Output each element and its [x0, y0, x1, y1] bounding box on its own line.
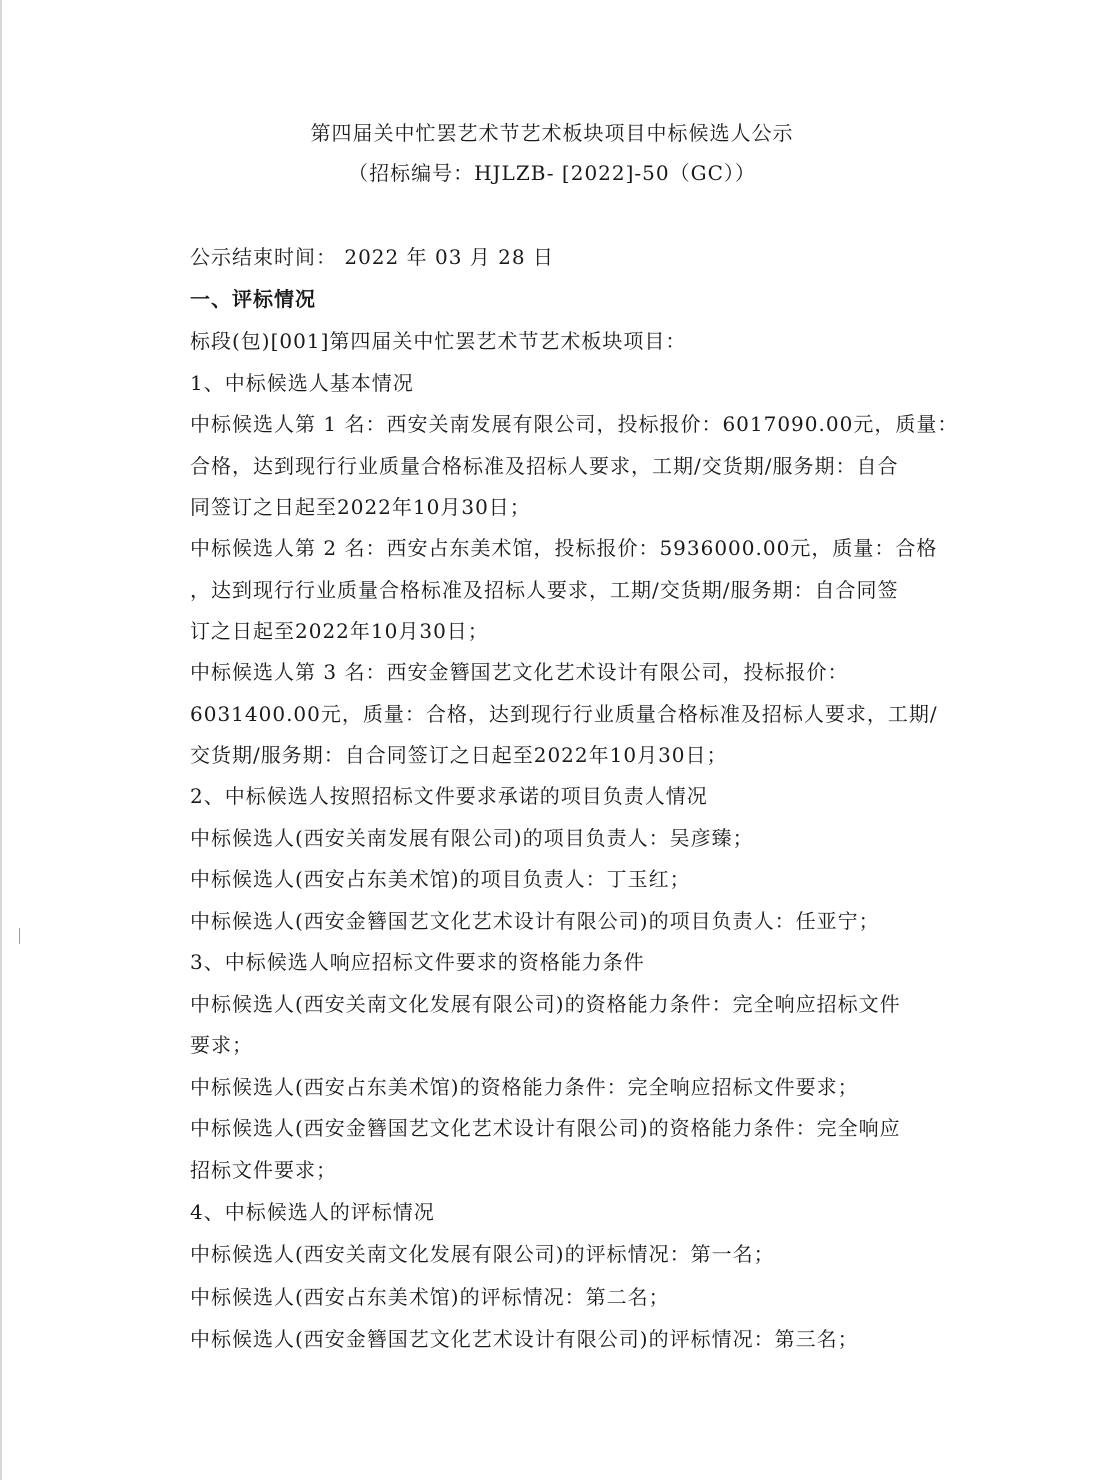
qualification-line: 要求；	[190, 1033, 253, 1057]
subsection-heading-qualification: 3、中标候选人响应招标文件要求的资格能力条件	[190, 950, 645, 974]
project-manager-line: 中标候选人(西安关南发展有限公司)的项目负责人：吴彦臻；	[190, 826, 754, 850]
section-heading-evaluation: 一、评标情况	[190, 287, 316, 311]
evaluation-result-line: 中标候选人(西安金簪国艺文化艺术设计有限公司)的评标情况：第三名；	[190, 1327, 859, 1351]
qualification-line: 中标候选人(西安占东美术馆)的资格能力条件：完全响应招标文件要求；	[190, 1075, 859, 1099]
evaluation-result-line: 中标候选人(西安关南文化发展有限公司)的评标情况：第一名；	[190, 1242, 775, 1266]
candidate-2-line: 中标候选人第 2 名：西安占东美术馆，投标报价：5936000.00元，质量：合格	[190, 536, 938, 560]
scan-mark	[19, 928, 20, 944]
document-title: 第四届关中忙罢艺术节艺术板块项目中标候选人公示	[310, 121, 794, 145]
candidate-3-line: 中标候选人第 3 名：西安金簪国艺文化艺术设计有限公司，投标报价：	[190, 660, 849, 684]
qualification-line: 招标文件要求；	[190, 1158, 337, 1182]
subsection-heading-evaluation-result: 4、中标候选人的评标情况	[190, 1200, 435, 1224]
candidate-2-line: ，达到现行行业质量合格标准及招标人要求，工期/交货期/服务期：自合同签	[190, 578, 899, 602]
candidate-2-line: 订之日起至2022年10月30日；	[190, 619, 489, 643]
project-manager-line: 中标候选人(西安金簪国艺文化艺术设计有限公司)的项目负责人：任亚宁；	[190, 909, 880, 933]
subsection-heading-project-manager: 2、中标候选人按照招标文件要求承诺的项目负责人情况	[190, 784, 708, 808]
candidate-3-line: 6031400.00元，质量：合格，达到现行行业质量合格标准及招标人要求，工期/	[190, 702, 938, 726]
subsection-heading-basic-info: 1、中标候选人基本情况	[190, 371, 414, 395]
scan-edge	[0, 0, 2, 1480]
candidate-1-line: 中标候选人第 1 名：西安关南发展有限公司，投标报价：6017090.00元，质量：	[190, 412, 959, 436]
candidate-3-line: 交货期/服务期：自合同签订之日起至2022年10月30日；	[190, 743, 728, 767]
announcement-end-time: 公示结束时间： 2022 年 03 月 28 日	[190, 245, 554, 269]
qualification-line: 中标候选人(西安金簪国艺文化艺术设计有限公司)的资格能力条件：完全响应	[190, 1116, 901, 1140]
evaluation-result-line: 中标候选人(西安占东美术馆)的评标情况：第二名；	[190, 1285, 670, 1309]
qualification-line: 中标候选人(西安关南文化发展有限公司)的资格能力条件：完全响应招标文件	[190, 992, 901, 1016]
project-manager-line: 中标候选人(西安占东美术馆)的项目负责人：丁玉红；	[190, 867, 691, 891]
candidate-1-line: 合格，达到现行行业质量合格标准及招标人要求，工期/交货期/服务期：自合	[190, 454, 899, 478]
lot-description: 标段(包)[001]第四届关中忙罢艺术节艺术板块项目：	[190, 329, 687, 353]
candidate-1-line: 同签订之日起至2022年10月30日；	[190, 495, 531, 519]
tender-number: （招标编号：HJLZB- [2022]-50（GC））	[348, 161, 756, 185]
